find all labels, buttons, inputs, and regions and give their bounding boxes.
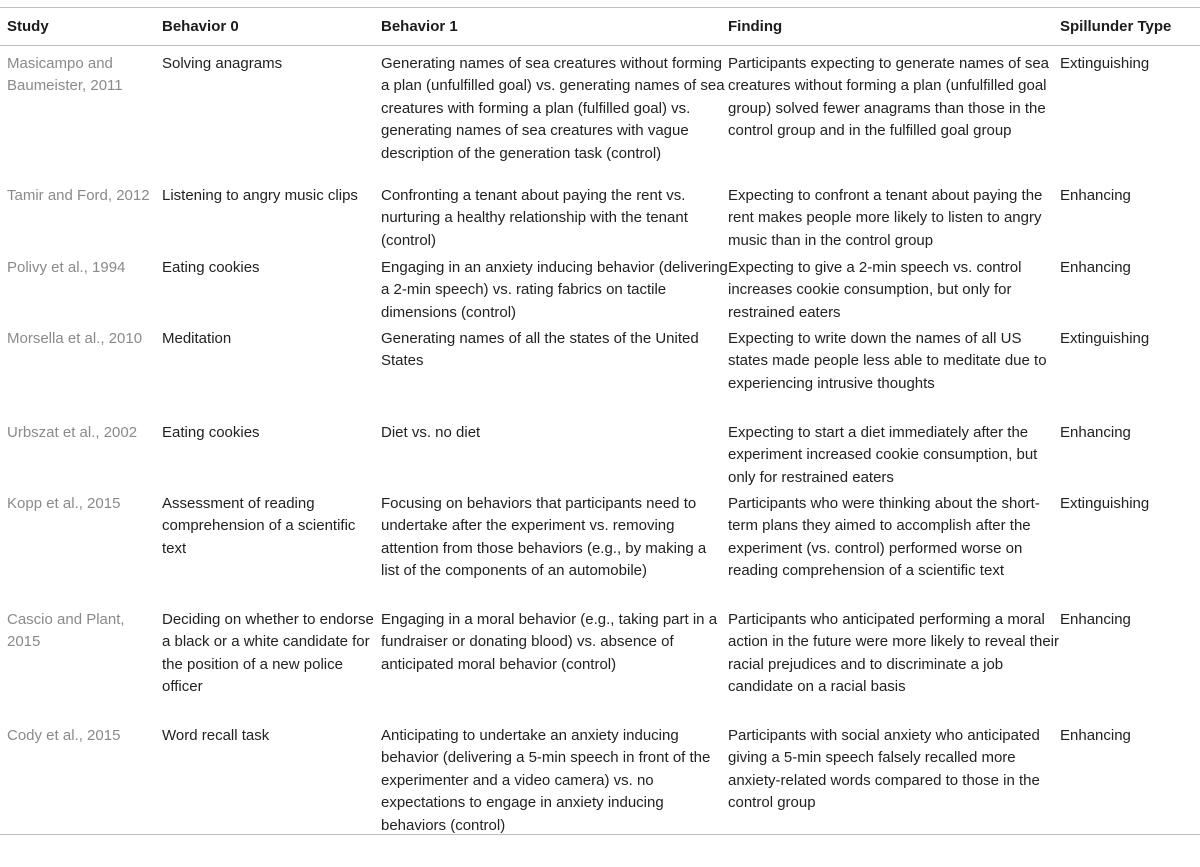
type-cell: Extinguishing: [1060, 55, 1150, 72]
study-cell: Cody et al., 2015: [7, 727, 121, 744]
behavior-1-cell: Engaging in an anxiety inducing behavior (delivering a 2-min speech) vs. rating fabrics on tactile dimensions (control): [381, 259, 728, 321]
study-cell: Polivy et al., 1994: [7, 259, 126, 276]
behavior-1-cell: Confronting a tenant about paying the rent vs. nurturing a healthy relationship with the tenant (control): [381, 187, 688, 249]
behavior-0-cell: Meditation: [162, 330, 232, 347]
table-row: [0, 250, 1200, 321]
header-behavior-1: Behavior 1: [381, 18, 458, 35]
table-row: [0, 321, 1200, 415]
study-cell: Tamir and Ford, 2012: [7, 187, 150, 204]
header-spillunder-type: Spillunder Type: [1060, 18, 1172, 35]
studies-table: [0, 7, 1200, 835]
behavior-1-cell: Anticipating to undertake an anxiety inducing behavior (delivering a 5-min speech in front of the experimenter and a video camera) vs. no expectations to engage in anxiety inducing behaviors (control): [381, 727, 711, 834]
behavior-0-cell: Assessment of reading comprehension of a scientific text: [162, 495, 356, 557]
type-cell: Enhancing: [1060, 187, 1131, 204]
behavior-0-cell: Deciding on whether to endorse a black or a white candidate for the position of a new police officer: [162, 611, 374, 696]
study-cell: Masicampo and Baumeister, 2011: [7, 55, 123, 95]
table-row: [0, 486, 1200, 602]
finding-cell: Participants expecting to generate names of sea creatures without forming a plan (unfulfilled goal group) solved fewer anagrams than those in the control group and in the fulfilled goal group: [728, 55, 1050, 140]
finding-cell: Participants with social anxiety who anticipated giving a 5-min speech falsely recalled more anxiety-related words compared to those in the control group: [728, 727, 1040, 812]
type-cell: Extinguishing: [1060, 330, 1150, 347]
table-row: [0, 602, 1200, 718]
type-cell: Enhancing: [1060, 424, 1131, 441]
study-cell: Urbszat et al., 2002: [7, 424, 138, 441]
study-cell: Cascio and Plant, 2015: [7, 611, 125, 651]
finding-cell: Expecting to give a 2-min speech vs. control increases cookie consumption, but only for restrained eaters: [728, 259, 1022, 321]
finding-cell: Expecting to start a diet immediately after the experiment increased cookie consumption, but only for restrained eaters: [728, 424, 1038, 486]
table-row: [0, 46, 1200, 178]
behavior-0-cell: Eating cookies: [162, 424, 260, 441]
behavior-1-cell: Generating names of sea creatures without forming a plan (unfulfilled goal) vs. generating names of sea creatures with forming a plan (fulfilled goal) vs. generating names of sea creatures with vague description of the generation task (control): [381, 55, 725, 162]
behavior-1-cell: Generating names of all the states of the United States: [381, 330, 699, 370]
table-row: [0, 178, 1200, 250]
behavior-1-cell: Engaging in a moral behavior (e.g., taking part in a fundraiser or donating blood) vs. absence of anticipated moral behavior (control): [381, 611, 718, 673]
type-cell: Enhancing: [1060, 727, 1131, 744]
behavior-1-cell: Focusing on behaviors that participants need to undertake after the experiment vs. removing attention from those behaviors (e.g., by making a list of the components of an automobile): [381, 495, 707, 580]
type-cell: Extinguishing: [1060, 495, 1150, 512]
header-finding: Finding: [728, 18, 783, 35]
finding-cell: Participants who were thinking about the short-term plans they aimed to accomplish after the experiment (vs. control) performed worse on reading comprehension of a scientific text: [728, 495, 1040, 580]
behavior-0-cell: Eating cookies: [162, 259, 260, 276]
table-header-row: [0, 8, 1200, 45]
study-cell: Morsella et al., 2010: [7, 330, 143, 347]
header-study: Study: [7, 18, 49, 35]
table-row: [0, 415, 1200, 486]
behavior-0-cell: Listening to angry music clips: [162, 187, 358, 204]
study-cell: Kopp et al., 2015: [7, 495, 121, 512]
behavior-0-cell: Solving anagrams: [162, 55, 283, 72]
finding-cell: Participants who anticipated performing a moral action in the future were more likely to reveal their racial prejudices and to discriminate a job candidate on a racial basis: [728, 611, 1059, 696]
type-cell: Enhancing: [1060, 611, 1131, 628]
type-cell: Enhancing: [1060, 259, 1131, 276]
header-behavior-0: Behavior 0: [162, 18, 239, 35]
behavior-1-cell: Diet vs. no diet: [381, 424, 481, 441]
table-row: [0, 718, 1200, 834]
finding-cell: Expecting to write down the names of all US states made people less able to meditate due to experiencing intrusive thoughts: [728, 330, 1047, 392]
finding-cell: Expecting to confront a tenant about paying the rent makes people more likely to listen to angry music than in the control group: [728, 187, 1043, 249]
behavior-0-cell: Word recall task: [162, 727, 270, 744]
